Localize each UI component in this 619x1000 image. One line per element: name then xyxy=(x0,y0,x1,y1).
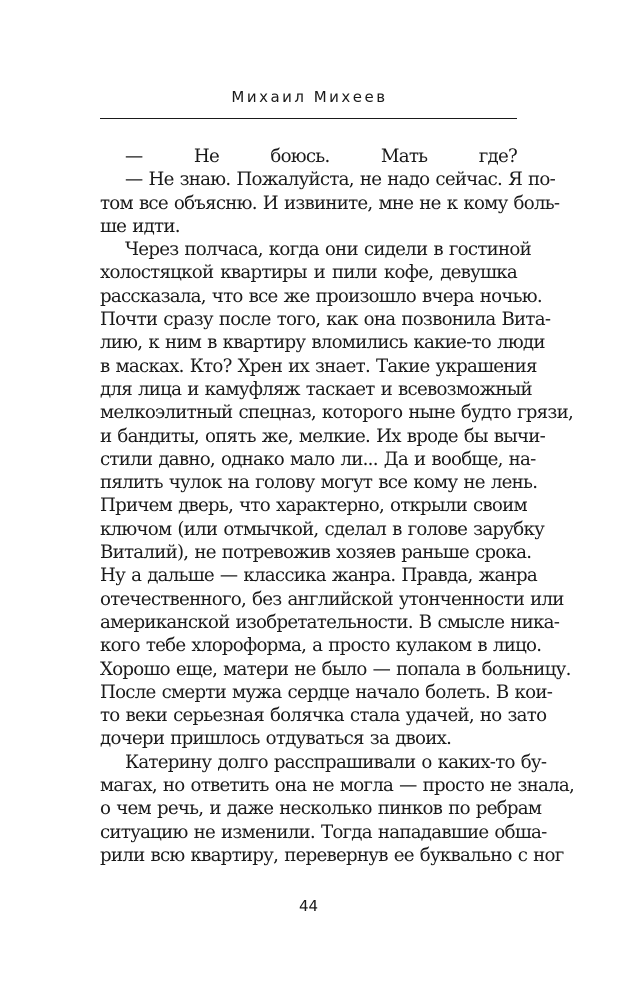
text-line: дочери пришлось отдуваться за двоих. xyxy=(100,728,452,750)
text-line: в масках. Кто? Хрен их знает. Такие украшения xyxy=(100,355,537,377)
text-line: для лица и камуфляж таскает и всевозможный xyxy=(100,378,532,400)
text-line: Почти сразу после того, как она позвонила Вита- xyxy=(100,309,551,331)
text-line: о чем речь, и даже несколько пинков по ребрам xyxy=(100,798,542,820)
text-line: После смерти мужа сердце начало болеть. В кои- xyxy=(100,681,553,703)
header-rule xyxy=(100,118,517,119)
text-line: ситуацию не изменили. Тогда нападавшие обша- xyxy=(100,821,547,843)
text-line: ше идти. xyxy=(100,215,180,237)
text-line: то веки серьезная болячка стала удачей, но зато xyxy=(100,705,547,727)
page-number: 44 xyxy=(298,897,319,915)
text-line: Причем дверь, что характерно, открыли своим xyxy=(100,495,527,517)
text-line: стили давно, однако мало ли... Да и вообще, на- xyxy=(100,448,536,470)
text-line: кого тебе хлороформа, а просто кулаком в лицо. xyxy=(100,635,542,657)
running-head: Михаил Михеев xyxy=(231,88,388,106)
body-text xyxy=(100,145,575,867)
text-line: мелкоэлитный спецназ, которого ныне будто грязи, xyxy=(100,402,573,424)
text-line: лию, к ним в квартиру вломились какие-то люди xyxy=(100,332,545,354)
text-line: Виталий), не потревожив хозяев раньше срока. xyxy=(100,542,532,564)
text-line: и бандиты, опять же, мелкие. Их вроде бы вычи- xyxy=(100,425,546,447)
text-line: Катерину долго расспрашивали о каких-то бу- xyxy=(125,751,547,773)
text-line: Через полчаса, когда они сидели в гостиной xyxy=(125,239,531,261)
text-line: рассказала, что все же произошло вчера ночью. xyxy=(100,285,542,307)
text-line: отечественного, без английской утонченности или xyxy=(100,588,564,610)
text-line: холостяцкой квартиры и пили кофе, девушка xyxy=(100,262,517,284)
text-line: Ну а дальше — классика жанра. Правда, жанра xyxy=(100,565,538,587)
text-line: — Не боюсь. Мать где? xyxy=(125,146,517,167)
text-line: том все объясню. И извините, мне не к кому боль- xyxy=(100,192,560,214)
text-line: — Не знаю. Пожалуйста, не надо сейчас. Я по- xyxy=(125,169,556,191)
text-line: пялить чулок на голову могут все кому не лень. xyxy=(100,472,538,494)
text-line: магах, но ответить она не могла — просто не знала, xyxy=(100,775,575,797)
text-line: Хорошо еще, матери не было — попала в больницу. xyxy=(100,658,571,680)
text-line: ключом (или отмычкой, сделал в голове зарубку xyxy=(100,518,545,540)
text-line: рили всю квартиру, перевернув ее буквально с ног xyxy=(100,844,564,866)
text-line: американской изобретательности. В смысле ника- xyxy=(100,611,560,633)
